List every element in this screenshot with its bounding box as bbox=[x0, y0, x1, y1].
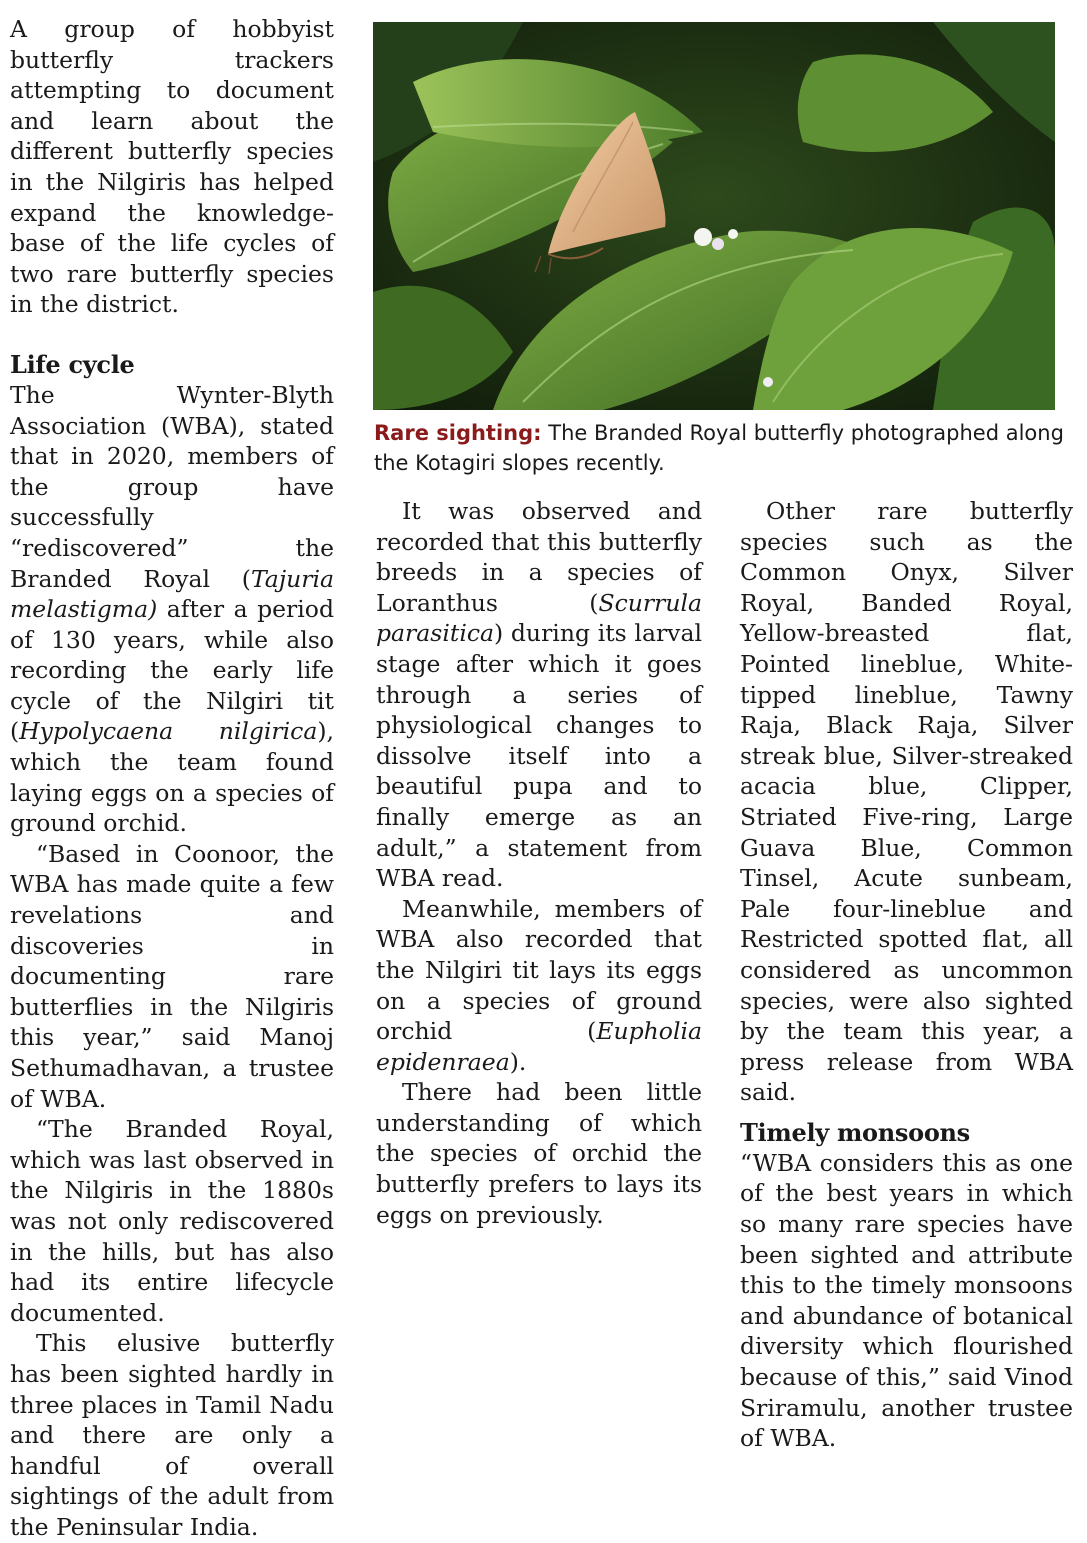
paragraph-8: Other rare butterfly species such as the Common Onyx, Silver Royal, Banded Royal, Yellow-breasted flat, Pointed lineblue, White-tipped lineblue, Tawny Raja, Black Raja, Silver streak blue, Silver-streaked acacia blue, Clipper, Striated Five-ring, Large Guava Blue, Common Tinsel, Acute sunbeam, Pale four-lineblue and Restricted spotted flat, all considered as uncommon species, were also sighted by the team this year, a press release from WBA said. bbox=[740, 497, 1073, 1107]
paragraph-2: “Based in Coonoor, the WBA has made quite a few revelations and discoveries in documenting rare butterflies in the Nilgiris this year,” said Manoj Sethumadhavan, a trustee of WBA. bbox=[10, 839, 334, 1113]
paragraph-1: The Wynter-Blyth Association (WBA), stated that in 2020, members of the group have successfully “rediscovered” the Branded Royal (Tajuria melastigma) after a period of 130 years, while also recording the early life cycle of the Nilgiri tit (Hypolycaena nilgirica), which the team found laying eggs on a species of ground orchid. bbox=[10, 380, 334, 838]
subhead-timely-monsoons: Timely monsoons bbox=[740, 1117, 970, 1147]
paragraph-5: It was observed and recorded that this butterfly breeds in a species of Loranthus (Scurrula parasitica) during its larval stage after which it goes through a series of physiological changes to dissolve itself into a beautiful pupa and to finally emerge as an adult,” a statement from WBA read. bbox=[376, 497, 702, 893]
paragraph-6: Meanwhile, members of WBA also recorded that the Nilgiri tit lays its eggs on a species of ground orchid (Eupholia epidenraea). bbox=[376, 894, 702, 1076]
paragraph-7: There had been little understanding of which the species of orchid the butterfly prefers to lays its eggs on previously. bbox=[376, 1078, 702, 1229]
caption-text: The Branded Royal butterfly photographed along the Kotagiri slopes recently. bbox=[374, 421, 1064, 475]
photo-caption bbox=[374, 418, 1064, 478]
paragraph-9: “WBA considers this as one of the best years in which so many rare species have been sighted and attribute this to the timely monsoons and abundance of botanical diversity which flourished because of this,” said Vinod Sriramulu, another trustee of WBA. bbox=[740, 1148, 1073, 1453]
lead-paragraph: A group of hobbyist butterfly trackers attempting to document and learn about the different butterfly species in the Nilgiris has helped expand the knowledge-base of the life cycles of two rare butterfly species in the district. bbox=[10, 15, 334, 319]
article-column-1 bbox=[10, 14, 334, 1543]
article-column-3 bbox=[740, 496, 1073, 1454]
subhead-life-cycle: Life cycle bbox=[10, 349, 135, 379]
paragraph-4: This elusive butterfly has been sighted hardly in three places in Tamil Nadu and there are only a handful of overall sightings of the adult from the Peninsular India. bbox=[10, 1329, 334, 1541]
butterfly-photo-art bbox=[373, 22, 1055, 410]
butterfly-photo bbox=[373, 22, 1055, 410]
paragraph-3: “The Branded Royal, which was last observed in the Nilgiris in the 1880s was not only rediscovered in the hills, but has also had its entire lifecycle documented. bbox=[10, 1115, 334, 1327]
article-column-2 bbox=[376, 496, 702, 1230]
caption-label: Rare sighting: bbox=[374, 421, 542, 445]
